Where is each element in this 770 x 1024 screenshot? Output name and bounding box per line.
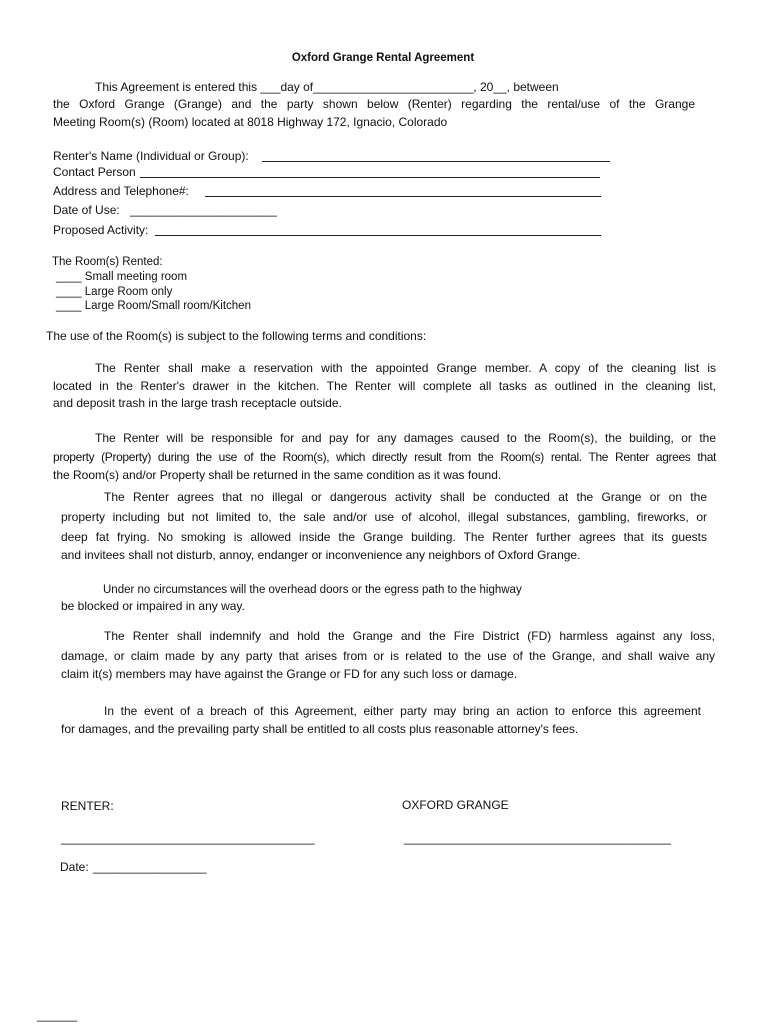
proposed-activity-line[interactable] (155, 235, 601, 236)
term-5-line-2: damage, or claim made by any party that arises from or is related to the use of the Grange, and shall waive any (61, 649, 715, 663)
date-of-use-label: Date of Use: (53, 203, 120, 217)
term-3-line-4: and invitees shall not disturb, annoy, endanger or inconvenience any neighbors of Oxford Grange. (61, 548, 581, 562)
renter-signature-line[interactable]: ______________________________________ (61, 831, 315, 845)
term-3-line-2: property including but not limited to, the sale and/or use of alcohol, illegal substances, gambling, fireworks, or (61, 510, 707, 524)
term-3-line-1: The Renter agrees that no illegal or dangerous activity shall be conducted at the Grange or on the (104, 490, 707, 504)
room-option-small[interactable]: ____ Small meeting room (56, 271, 188, 283)
term-2-line-1: The Renter will be responsible for and pay for any damages caused to the Room(s), the building, or the (95, 431, 716, 445)
term-6-line-1: In the event of a breach of this Agreement, either party may bring an action to enforce this agreement (104, 704, 701, 718)
rooms-heading: The Room(s) Rented: (52, 256, 163, 268)
grange-signature-label: OXFORD GRANGE (402, 798, 509, 812)
contact-person-label: Contact Person (53, 165, 136, 179)
term-2-line-2: property (Property) during the use of the Room(s), which directly result from the Room(s) rental. The Renter agrees that (53, 450, 716, 464)
proposed-activity-label: Proposed Activity: (53, 223, 149, 237)
renter-name-label: Renter's Name (Individual or Group): (53, 149, 249, 163)
intro-line-2: the Oxford Grange (Grange) and the party shown below (Renter) regarding the rental/use of the Grange (53, 97, 695, 111)
term-5-line-1: The Renter shall indemnify and hold the Grange and the Fire District (FD) harmless against any loss, (104, 629, 715, 643)
document-title: Oxford Grange Rental Agreement (291, 52, 475, 64)
term-1-line-2: located in the Renter's drawer in the kitchen. The Renter will complete all tasks as outlined in the cleaning list, (53, 379, 716, 393)
date-line[interactable]: _________________ (93, 860, 207, 874)
date-label: Date: (60, 860, 89, 874)
term-1-line-3: and deposit trash in the large trash receptacle outside. (53, 396, 342, 410)
footer-mark: ______ (37, 1008, 78, 1022)
address-phone-label: Address and Telephone#: (53, 184, 189, 198)
term-1-line-1: The Renter shall make a reservation with the appointed Grange member. A copy of the cleaning list is (95, 361, 716, 375)
term-2-line-3: the Room(s) and/or Property shall be returned in the same condition as it was found. (53, 468, 502, 482)
room-option-large[interactable]: ____ Large Room only (56, 286, 173, 298)
contact-person-line[interactable] (140, 177, 600, 178)
intro-line-1: This Agreement is entered this ___day of________________________, 20__, between (95, 80, 559, 94)
renter-signature-label: RENTER: (61, 799, 114, 813)
renter-name-line[interactable] (262, 161, 610, 162)
terms-intro: The use of the Room(s) is subject to the following terms and conditions: (46, 329, 427, 343)
term-3-line-3: deep fat frying. No smoking is allowed inside the Grange building. The Renter further agrees that its guests (61, 530, 707, 544)
address-phone-line[interactable] (205, 196, 601, 197)
date-of-use-blank[interactable]: ______________________ (130, 203, 277, 217)
term-5-line-3: claim it(s) members may have against the Grange or FD for any such loss or damage. (61, 667, 518, 681)
term-6-line-2: for damages, and the prevailing party shall be entitled to all costs plus reasonable attorney's fees. (61, 722, 579, 736)
room-option-all[interactable]: ____ Large Room/Small room/Kitchen (56, 300, 251, 312)
grange-signature-line[interactable]: ________________________________________ (404, 831, 671, 845)
intro-line-3: Meeting Room(s) (Room) located at 8018 Highway 172, Ignacio, Colorado (53, 115, 448, 129)
term-4-line-2: be blocked or impaired in any way. (61, 599, 245, 613)
term-4-line-1: Under no circumstances will the overhead doors or the egress path to the highway (103, 584, 522, 596)
